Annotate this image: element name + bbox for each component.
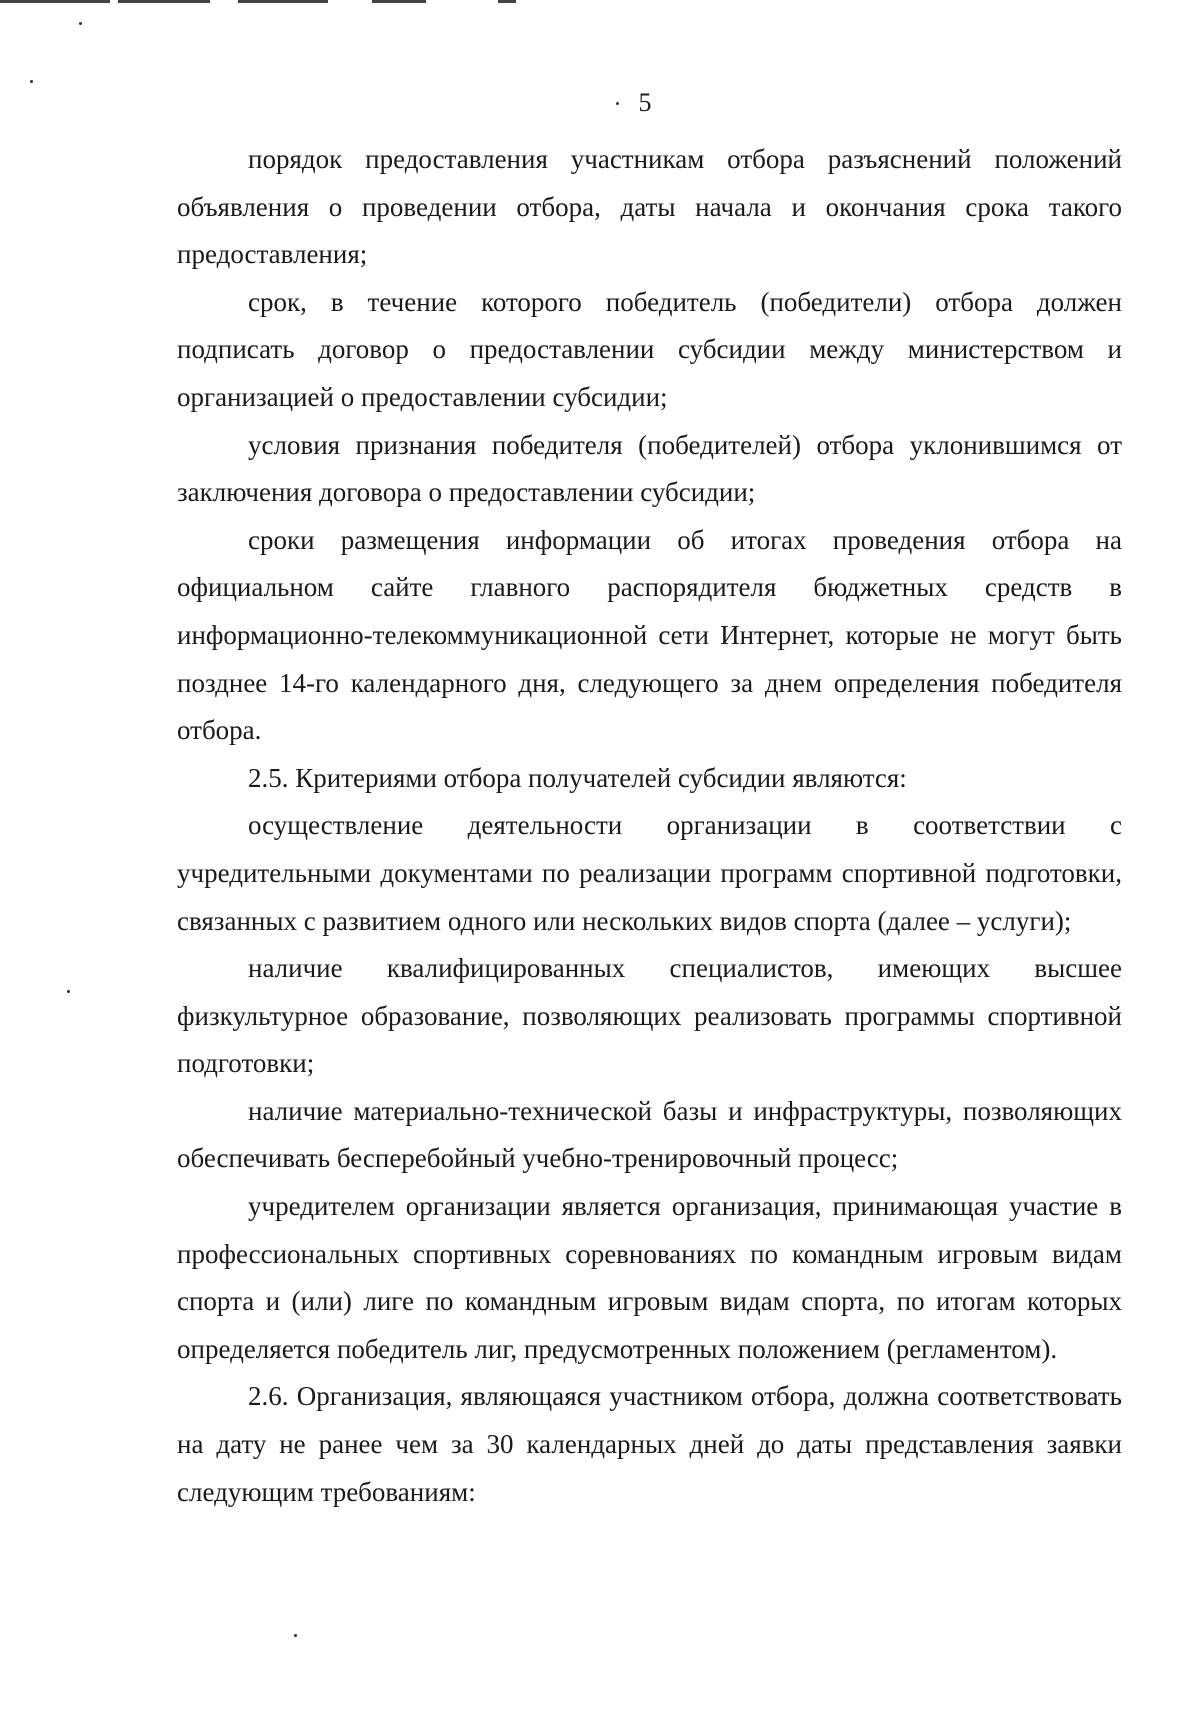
scan-speck [67,990,70,993]
paragraph-results-publication: сроки размещения информации об итогах проведения отбора на официальном сайте главного распорядителя бюджетных средств в информационно-телекоммуникационной сети Интернет, которые не могут быть позднее 14-го календарного дня, следующего за днем определения победителя отбора. [177,524,1122,746]
document-body [177,136,1122,1516]
paragraph-section-2-6: 2.6. Организация, являющаяся участником отбора, должна соответствовать на дату не ранее чем за 30 календарных дней до даты представления заявки следующим требованиям: [177,1381,1122,1507]
paragraph-section-2-5: 2.5. Критериями отбора получателей субсидии являются: [248,762,907,793]
page-number: 5 [638,88,652,117]
scan-speck [79,22,82,25]
scan-edge-line [118,0,210,3]
scan-edge-line [372,0,426,3]
scan-edge-line [0,0,110,3]
paragraph-evasion-conditions: условия признания победителя (победителей) отбора уклонившимся от заключения договора о предоставлении субсидии; [177,429,1122,508]
paragraph-criterion-activity: осуществление деятельности организации в соответствии с учредительными документами по реализации программ спортивной подготовки, связанных с развитием одного или нескольких видов спорта (далее – услуги); [177,810,1122,936]
scan-edge-line [238,0,328,3]
paragraph-criterion-infrastructure: наличие материально-технической базы и инфраструктуры, позволяющих обеспечивать бесперебойный учебно-тренировочный процесс; [177,1095,1122,1174]
paragraph-clarification-procedure: порядок предоставления участникам отбора разъяснений положений объявления о проведении отбора, даты начала и окончания срока такого предоставления; [177,144,1122,270]
paragraph-criterion-specialists: наличие квалифицированных специалистов, имеющих высшее физкультурное образование, позволяющих реализовать программы спортивной подготовки; [177,953,1122,1079]
scan-speck [294,1634,297,1637]
paragraph-criterion-founder: учредителем организации является организация, принимающая участие в профессиональных спортивных соревнованиях по командным игровым видам спорта и (или) лиге по командным игровым видам спорта, по итогам которых определяется победитель лиг, предусмотренных положением (регламентом). [177,1191,1122,1364]
scan-edge-line [498,0,516,3]
scan-speck [30,80,33,83]
paragraph-contract-signing-term: срок, в течение которого победитель (победители) отбора должен подписать договор о предоставлении субсидии между министерством и организацией о предоставлении субсидии; [177,286,1122,412]
